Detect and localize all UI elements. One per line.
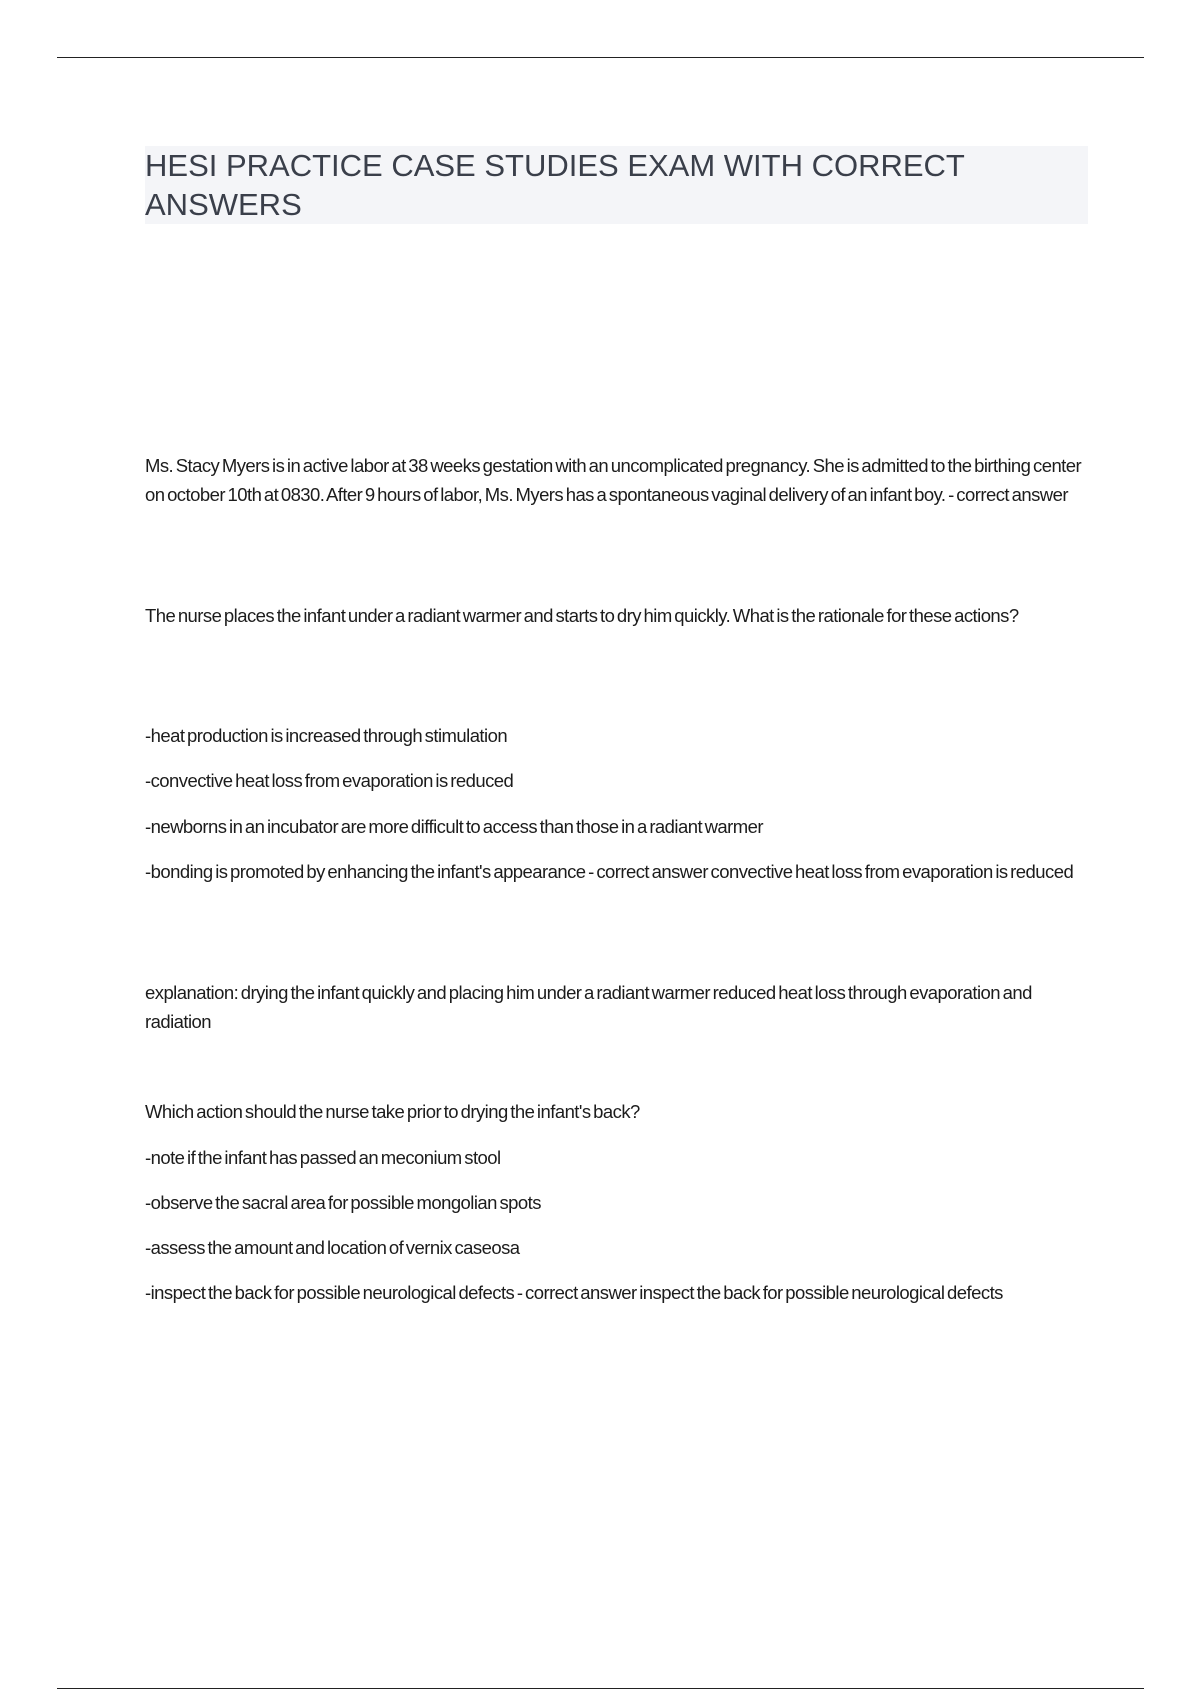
question-2-option-d (145, 1278, 1095, 1307)
question-1-option-c (145, 812, 1095, 841)
question-2 (145, 1097, 1095, 1126)
option-text: -convective heat loss from evaporation is reduced (145, 770, 514, 791)
option-text: -assess the amount and location of vernix caseosa (145, 1237, 520, 1258)
explanation-text: explanation: drying the infant quickly and placing him under a radiant warmer reduced heat loss through evaporation and radiation (145, 982, 1032, 1032)
question-2-option-c (145, 1233, 1095, 1262)
paragraph-case-intro: Ms. Stacy Myers is in active labor at 38 weeks gestation with an uncomplicated pregnancy. She is admitted to the birthing center on october 10th at 0830. After 9 hours of labor, Ms. Myers has a spontaneous vaginal delivery of an infant boy. - correct answer (145, 455, 1082, 505)
question-1-option-d (145, 857, 1095, 886)
option-text: -heat production is increased through stimulation (145, 725, 508, 746)
option-text: -observe the sacral area for possible mongolian spots (145, 1192, 541, 1213)
top-rule (57, 57, 1144, 58)
option-text-with-answer: -bonding is promoted by enhancing the infant's appearance - correct answer convective heat loss from evaporation is reduced (145, 861, 1074, 882)
option-text: -note if the infant has passed an meconium stool (145, 1147, 501, 1168)
question-1-option-b (145, 766, 1095, 795)
question-1 (145, 601, 1095, 630)
question-1-explanation (145, 978, 1095, 1036)
document-title: HESI PRACTICE CASE STUDIES EXAM WITH CORRECT ANSWERS (145, 148, 965, 222)
bottom-rule (57, 1688, 1144, 1689)
question-2-text: Which action should the nurse take prior to drying the infant's back? (145, 1101, 640, 1122)
option-text: -newborns in an incubator are more difficult to access than those in a radiant warmer (145, 816, 763, 837)
question-2-option-b (145, 1188, 1095, 1217)
option-text-with-answer: -inspect the back for possible neurological defects - correct answer inspect the back for possible neurological defects (145, 1282, 1003, 1303)
question-1-option-a (145, 721, 1095, 750)
title-box (145, 146, 1088, 224)
question-2-option-a (145, 1143, 1095, 1172)
case-intro-paragraph (145, 451, 1095, 509)
question-1-text: The nurse places the infant under a radiant warmer and starts to dry him quickly. What is the rationale for these actions? (145, 605, 1019, 626)
